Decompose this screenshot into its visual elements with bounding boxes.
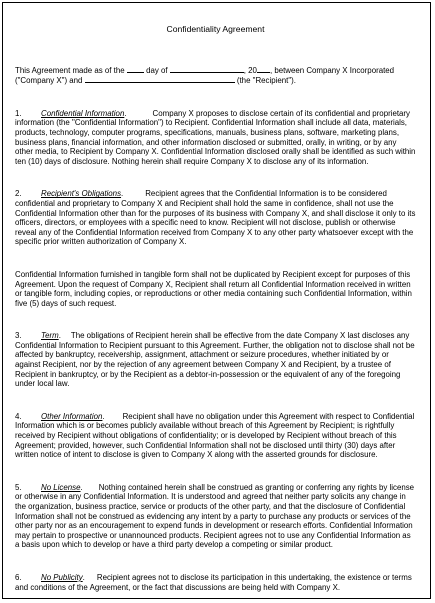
section-3: 3. Term. The obligations of Recipient herein shall be effective from the date Company X last discloses any Confidential Information to Recipient pursuant to this Agreement. Further, the obligation not to disclose shall not be affected by bankruptcy, receivership, assignment, attachment or seizure procedures, whether initiated by or against Recipient, nor by the rejection of any agreement between Company X and Recipient, by a trustee of Recipient in bankruptcy, or by the Recipient as a debtor-in-possession or the equivalent of any of the foregoing under local law. xyxy=(15,331,415,389)
intro-text-2: day of xyxy=(146,65,168,75)
section-number: 1. xyxy=(15,108,22,118)
document-title: Confidentiality Agreement xyxy=(166,24,265,34)
intro-text-1: This Agreement made as of the xyxy=(15,65,125,75)
section-2: 2. Recipient's Obligations. Recipient agrees that the Confidential Information is to be considered confidential and proprietary to Company X and Recipient shall hold the same in confidence, shall not use the Confidential Information other than for the purposes of its business with Company X, and shall disclose it only to its officers, directors, or employees with a specific need to know. Recipient will not disclose, publish or otherwise reveal any of the Confidential Information received from Company X to any other party whatsoever except with the specific prior written authorization of Company X. xyxy=(15,189,416,247)
section-number: 5. xyxy=(15,482,22,492)
section-number: 3. xyxy=(15,331,22,341)
section-number: 2. xyxy=(15,189,22,199)
intro-paragraph xyxy=(15,65,416,86)
section-heading: Recipient's Obligations xyxy=(41,189,122,199)
section-text: Recipient shall have no obligation under this Agreement with respect to Confidential Information which is or becomes publicly available without breach of this Agreement by Recipient; is rightfully received by Recipient without obligations of confidentiality; or is developed by Recipient without breach of this Agreement; provided, however, such Confidential Information shall not be disclosed until thirty (30) days after written notice of intent to disclose is given to Company X along with the asserted grounds for disclosure. xyxy=(15,411,415,460)
section-number: 6. xyxy=(15,572,22,582)
section-text: The obligations of Recipient herein shall be effective from the date Company X last discloses any Confidential Information to Recipient pursuant to this Agreement. Further, the obligation not to disclose shall not be affected by bankruptcy, receivership, assignment, attachment or seizure procedures, whether initiated by or against Recipient, nor by the rejection of any agreement between Company X and Recipient, by a trustee of Recipient in bankruptcy, or by the Recipient as a debtor-in-possession or the equivalent of any of the foregoing under local law. xyxy=(15,331,415,389)
document-page xyxy=(2,2,431,599)
section-heading: No Publicity xyxy=(41,572,83,582)
section-text: Confidential Information furnished in tangible form shall not be duplicated by Recipient except for purposes of this Agreement. Upon the request of Company X, Recipient shall return all Confidential Information received in written or tangible form, including copies, or reproductions or other media containing such Confidential Information, within five (5) days of such request. xyxy=(15,269,412,308)
blank-day xyxy=(127,65,144,73)
section-text: Company X proposes to disclose certain of its confidential and proprietary information (the "Confidential Information") to Recipient. Confidential Information shall include all data, materials, products, technology, computer programs, specifications, manuals, business plans, software, marketing plans, business plans, financial information, and other information disclosed or submitted, orally, in writing, or by any other media, to Recipient by Company X. Confidential Information disclosed orally shall be identified as such within ten (10) days of disclosure. Nothing herein shall require Company X to disclose any of its information. xyxy=(15,108,416,166)
section-4: 4. Other Information. Recipient shall have no obligation under this Agreement with respect to Confidential Information which is or becomes publicly available without breach of this Agreement by Recipient; is rightfully received by Recipient without obligations of confidentiality; or is developed by Recipient without breach of this Agreement; provided, however, such Confidential Information shall not be disclosed until thirty (30) days after written notice of intent to disclose is given to Company X along with the asserted grounds for disclosure. xyxy=(15,411,415,460)
blank-month xyxy=(170,65,244,73)
section-1: 1. Confidential Information. Company X proposes to disclose certain of its confidential and proprietary information (the "Confidential Information") to Recipient. Confidential Information shall include all data, materials, products, technology, computer programs, specifications, manuals, business plans, software, marketing plans, business plans, financial information, and other information disclosed or submitted, orally, in writing, or by any other media, to Recipient by Company X. Confidential Information disclosed orally shall be identified as such within ten (10) days of disclosure. Nothing herein shall require Company X to disclose any of its information. xyxy=(15,108,416,166)
section-heading: Other Information xyxy=(41,411,103,421)
section-heading: No License xyxy=(41,482,81,492)
section-heading: Term xyxy=(41,331,59,341)
blank-recipient xyxy=(85,75,235,83)
section-2-continued xyxy=(15,270,416,308)
intro-text-5: (the "Recipient"). xyxy=(236,76,296,86)
blank-year xyxy=(257,65,270,73)
intro-text-4: , between Company X Incorporated ("Company X") and xyxy=(15,65,395,86)
section-6: 6. No Publicity. Recipient agrees not to disclose its participation in this undertaking, the existence or terms and conditions of the Agreement, or the fact that discussions are being held with Company X. xyxy=(15,572,412,592)
section-number: 4. xyxy=(15,411,22,421)
section-heading: Confidential Information xyxy=(41,108,125,118)
section-text: Nothing contained herein shall be construed as granting or conferring any rights by license or otherwise in any Confidential Information. It is understood and agreed that neither party solicits any change in the organization, business practice, service or products of the other party, and that the disclosure of Confidential Information shall not be construed as evidencing any intent by a party to purchase any products or services of the other party nor as an encouragement to expend funds in development or research efforts. Confidential Information may pertain to prospective or unannounced products. Recipient agrees not to use any Confidential Information as a basis upon which to develop or have a third party develop a competing or similar product. xyxy=(15,482,415,550)
intro-text-3: , 20 xyxy=(243,65,257,75)
section-5: 5. No License. Nothing contained herein shall be construed as granting or conferring any rights by license or otherwise in any Confidential Information. It is understood and agreed that neither party solicits any change in the organization, business practice, service or products of the other party, and that the disclosure of Confidential Information shall not be construed as evidencing any intent by a party to purchase any products or services of the other party nor as an encouragement to expend funds in development or research efforts. Confidential Information may pertain to prospective or unannounced products. Recipient agrees not to use any Confidential Information as a basis upon which to develop or have a third party develop a competing or similar product. xyxy=(15,482,415,550)
section-text: Recipient agrees that the Confidential Information is to be considered confidential and proprietary to Company X and Recipient shall hold the same in confidence, shall not use the Confidential Information other than for the purposes of its business with Company X, and shall disclose it only to its officers, directors, or employees with a specific need to know. Recipient will not disclose, publish or otherwise reveal any of the Confidential Information received from Company X to any other party whatsoever except with the specific prior written authorization of Company X. xyxy=(15,189,416,247)
section-text: Recipient agrees not to disclose its participation in this undertaking, the existence or terms and conditions of the Agreement, or the fact that discussions are being held with Company X. xyxy=(15,572,412,592)
